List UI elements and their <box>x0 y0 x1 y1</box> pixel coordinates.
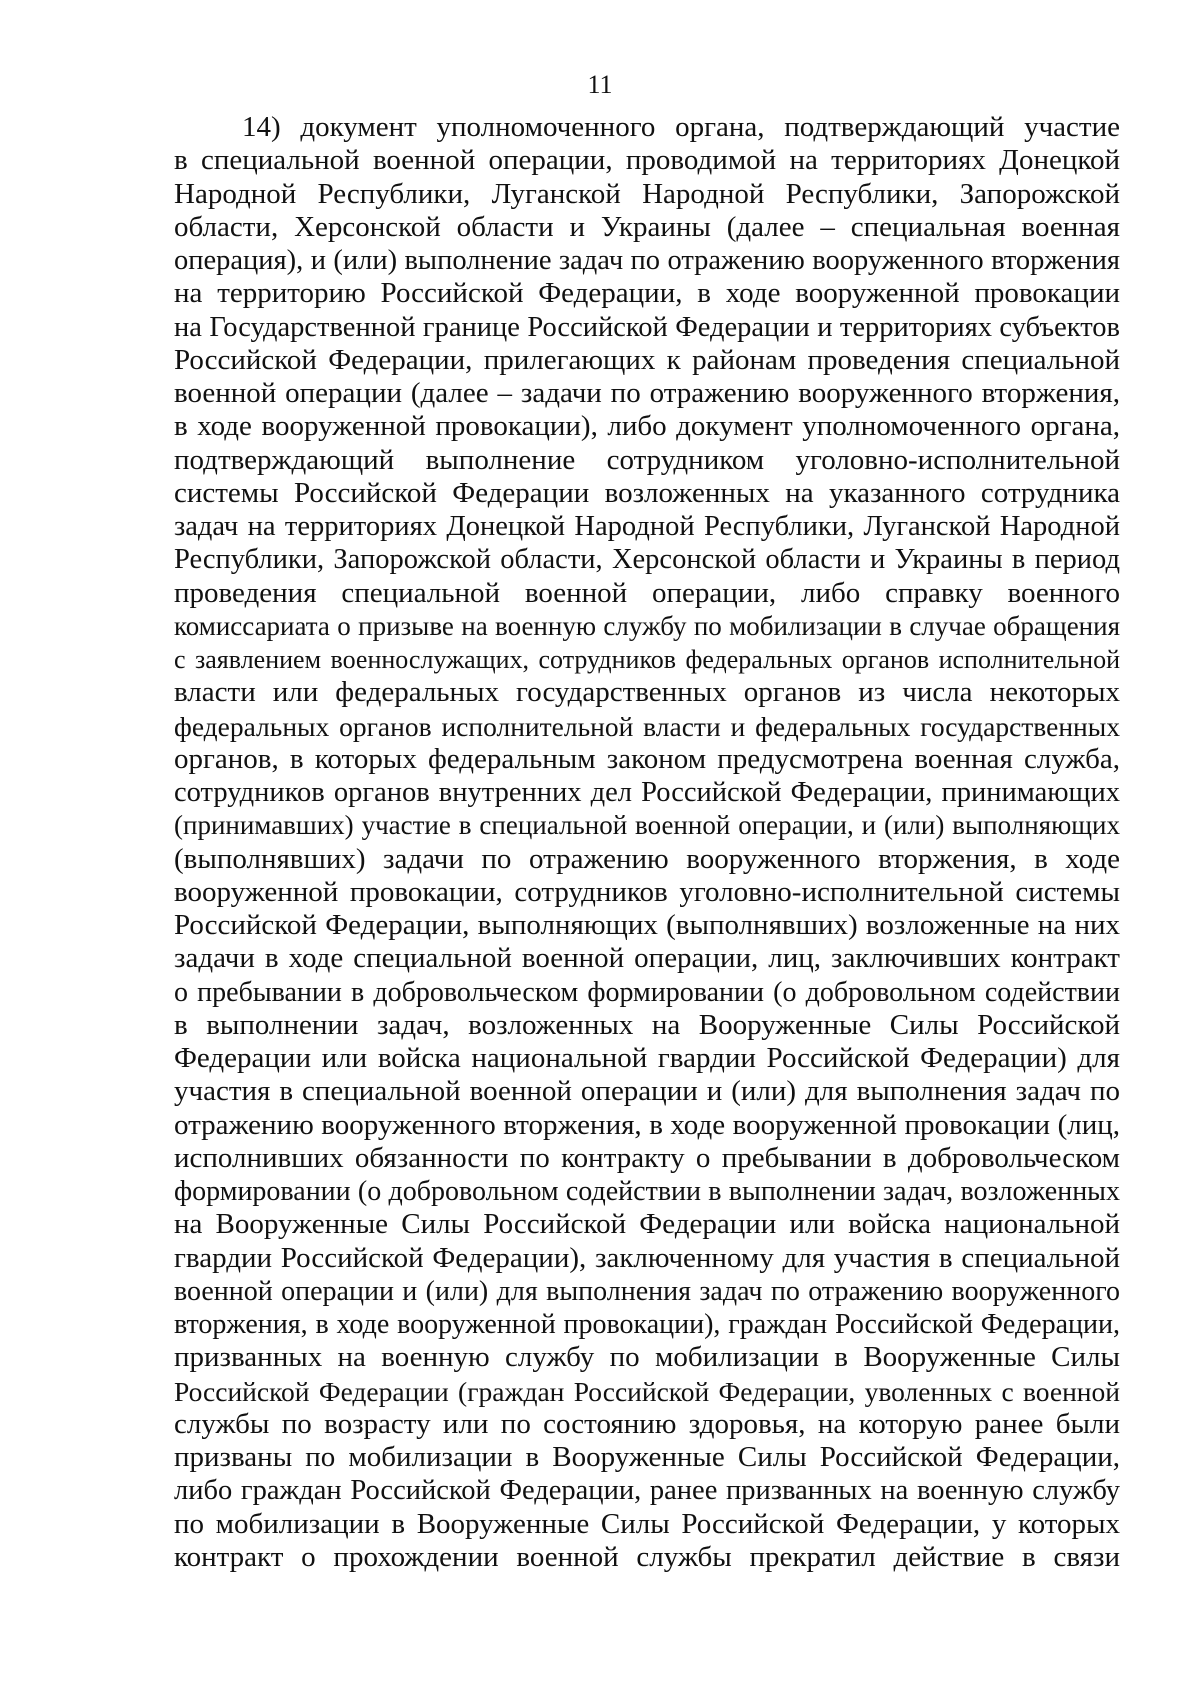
text-line: подтверждающий выполнение сотрудником уголовно-исполнительной <box>174 443 1120 476</box>
text-line: военной операции (далее – задачи по отражению вооруженного вторжения, <box>174 377 1120 409</box>
text-line: органов, в которых федеральным законом предусмотрена военная служба, <box>174 742 1120 775</box>
text-line: призванных на военную службу по мобилизации в Вооруженные Силы <box>174 1341 1120 1374</box>
text-line: либо граждан Российской Федерации, ранее призванных на военную службу <box>174 1475 1120 1507</box>
text-line: задачи в ходе специальной военной операции, лиц, заключивших контракт <box>174 942 1120 975</box>
text-line: контракт о прохождении военной службы прекратил действие в связи <box>174 1540 1120 1573</box>
text-line: операция), и (или) выполнение задач по отражению вооруженного вторжения <box>174 245 1120 276</box>
text-line: системы Российской Федерации возложенных на указанного сотрудника <box>174 476 1120 509</box>
text-line: с заявлением военнослужащих, сотрудников федеральных органов исполнительной <box>174 645 1120 674</box>
text-line: власти или федеральных государственных органов из числа некоторых <box>174 676 1120 709</box>
text-line: в выполнении задач, возложенных на Вооруженные Силы Российской <box>174 1008 1120 1041</box>
text-line: Российской Федерации, прилегающих к районам проведения специальной <box>174 343 1120 376</box>
text-line: сотрудников органов внутренних дел Российской Федерации, принимающих <box>174 777 1120 808</box>
text-line: Народной Республики, Луганской Народной Республики, Запорожской <box>174 177 1120 210</box>
text-line: о пребывании в добровольческом формировании (о добровольном содействии <box>174 976 1120 1008</box>
text-line: военной операции и (или) для выполнения задач по отражению вооруженного <box>174 1275 1120 1307</box>
text-line: (принимавших) участие в специальной военной операции, и (или) выполняющих <box>174 810 1120 841</box>
text-line: вторжения, в ходе вооруженной провокации), граждан Российской Федерации, <box>174 1309 1120 1340</box>
body-text <box>174 111 1120 1574</box>
text-line: формировании (о добровольном содействии в выполнении задач, возложенных <box>174 1176 1120 1207</box>
text-line: проведения специальной военной операции, либо справку военного <box>174 576 1120 609</box>
text-line: на Вооруженные Силы Российской Федерации или войска национальной <box>174 1208 1120 1241</box>
text-line: Российской Федерации, выполняющих (выполнявших) возложенные на них <box>174 909 1120 941</box>
text-line: на территорию Российской Федерации, в ходе вооруженной провокации <box>174 277 1120 310</box>
text-line: гвардии Российской Федерации), заключенному для участия в специальной <box>174 1241 1120 1274</box>
text-line: задач на территориях Донецкой Народной Республики, Луганской Народной <box>174 511 1120 542</box>
text-line: в ходе вооруженной провокации), либо документ уполномоченного органа, <box>174 410 1120 443</box>
page-number: 11 <box>587 70 613 99</box>
text-line: службы по возрасту или по состоянию здоровья, на которую ранее были <box>174 1407 1120 1440</box>
text-line: 14) документ уполномоченного органа, подтверждающий участие <box>242 111 1120 143</box>
text-line: участия в специальной военной операции и (или) для выполнения задач по <box>174 1075 1120 1108</box>
text-line: на Государственной границе Российской Федерации и территориях субъектов <box>174 311 1120 343</box>
text-line: области, Херсонской области и Украины (далее – специальная военная <box>174 210 1120 243</box>
text-line: Федерации или войска национальной гвардии Российской Федерации) для <box>174 1042 1120 1074</box>
text-line: (выполнявших) задачи по отражению вооруженного вторжения, в ходе <box>174 842 1120 875</box>
text-line: федеральных органов исполнительной власти и федеральных государственных <box>174 710 1120 742</box>
text-line: по мобилизации в Вооруженные Силы Российской Федерации, у которых <box>174 1507 1120 1540</box>
text-line: отражению вооруженного вторжения, в ходе вооруженной провокации (лиц, <box>174 1108 1120 1141</box>
text-line: Республики, Запорожской области, Херсонской области и Украины в период <box>174 544 1120 576</box>
text-line: вооруженной провокации, сотрудников уголовно-исполнительной системы <box>174 875 1120 908</box>
text-line: в специальной военной операции, проводимой на территориях Донецкой <box>174 144 1120 177</box>
text-line: Российской Федерации (граждан Российской Федерации, уволенных с военной <box>174 1375 1120 1407</box>
text-line: призваны по мобилизации в Вооруженные Силы Российской Федерации, <box>174 1441 1120 1473</box>
text-line: исполнивших обязанности по контракту о пребывании в добровольческом <box>174 1141 1120 1174</box>
text-line: комиссариата о призыве на военную службу по мобилизации в случае обращения <box>174 610 1120 641</box>
